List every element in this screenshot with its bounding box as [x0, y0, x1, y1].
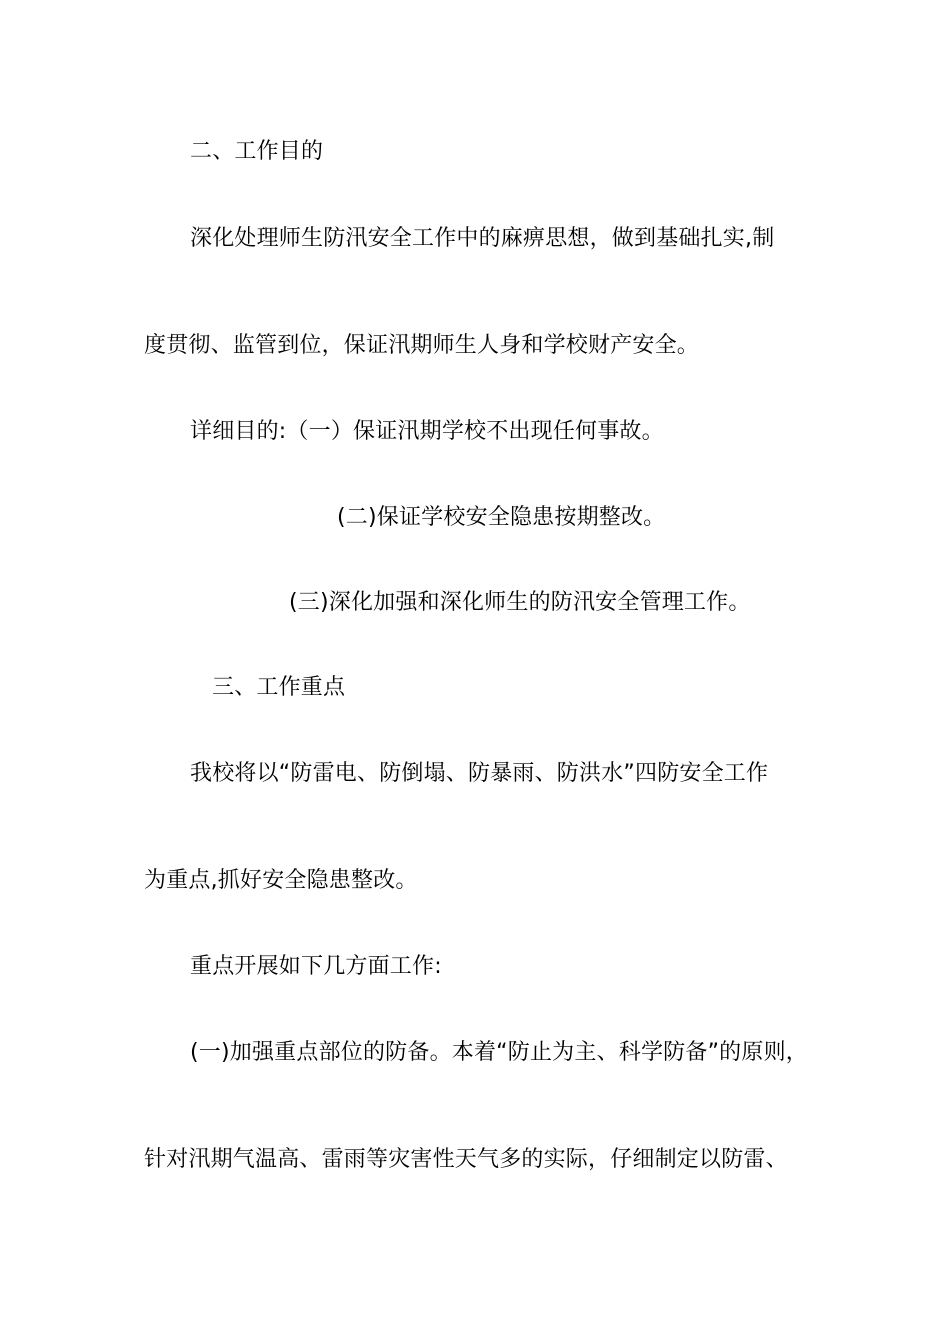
paragraph-line: 重点开展如下几方面工作: — [190, 954, 442, 979]
paragraph-line: 深化处理师生防汛安全工作中的麻痹思想，做到基础扎实,制 — [190, 226, 775, 251]
paragraph-line: 详细目的:（一）保证汛期学校不出现任何事故。 — [190, 419, 664, 444]
paragraph-line: 为重点,抓好安全隐患整改。 — [144, 868, 418, 893]
section-heading-work-purpose: 二、工作目的 — [190, 139, 324, 164]
list-item: (二)保证学校安全隐患按期整改。 — [337, 505, 666, 530]
list-item: (三)深化加强和深化师生的防汛安全管理工作。 — [289, 590, 751, 615]
paragraph-line: 我校将以“防雷电、防倒塌、防暴雨、防洪水”四防安全工作 — [190, 761, 769, 786]
paragraph-line: (一)加强重点部位的防备。本着“防止为主、科学防备”的原则， — [190, 1040, 808, 1065]
paragraph-line: 度贯彻、监管到位，保证汛期师生人身和学校财产安全。 — [144, 333, 700, 358]
paragraph-line: 针对汛期气温高、雷雨等灾害性天气多的实际，仔细制定以防雷、 — [144, 1147, 788, 1172]
section-heading-work-focus: 三、工作重点 — [212, 675, 346, 700]
